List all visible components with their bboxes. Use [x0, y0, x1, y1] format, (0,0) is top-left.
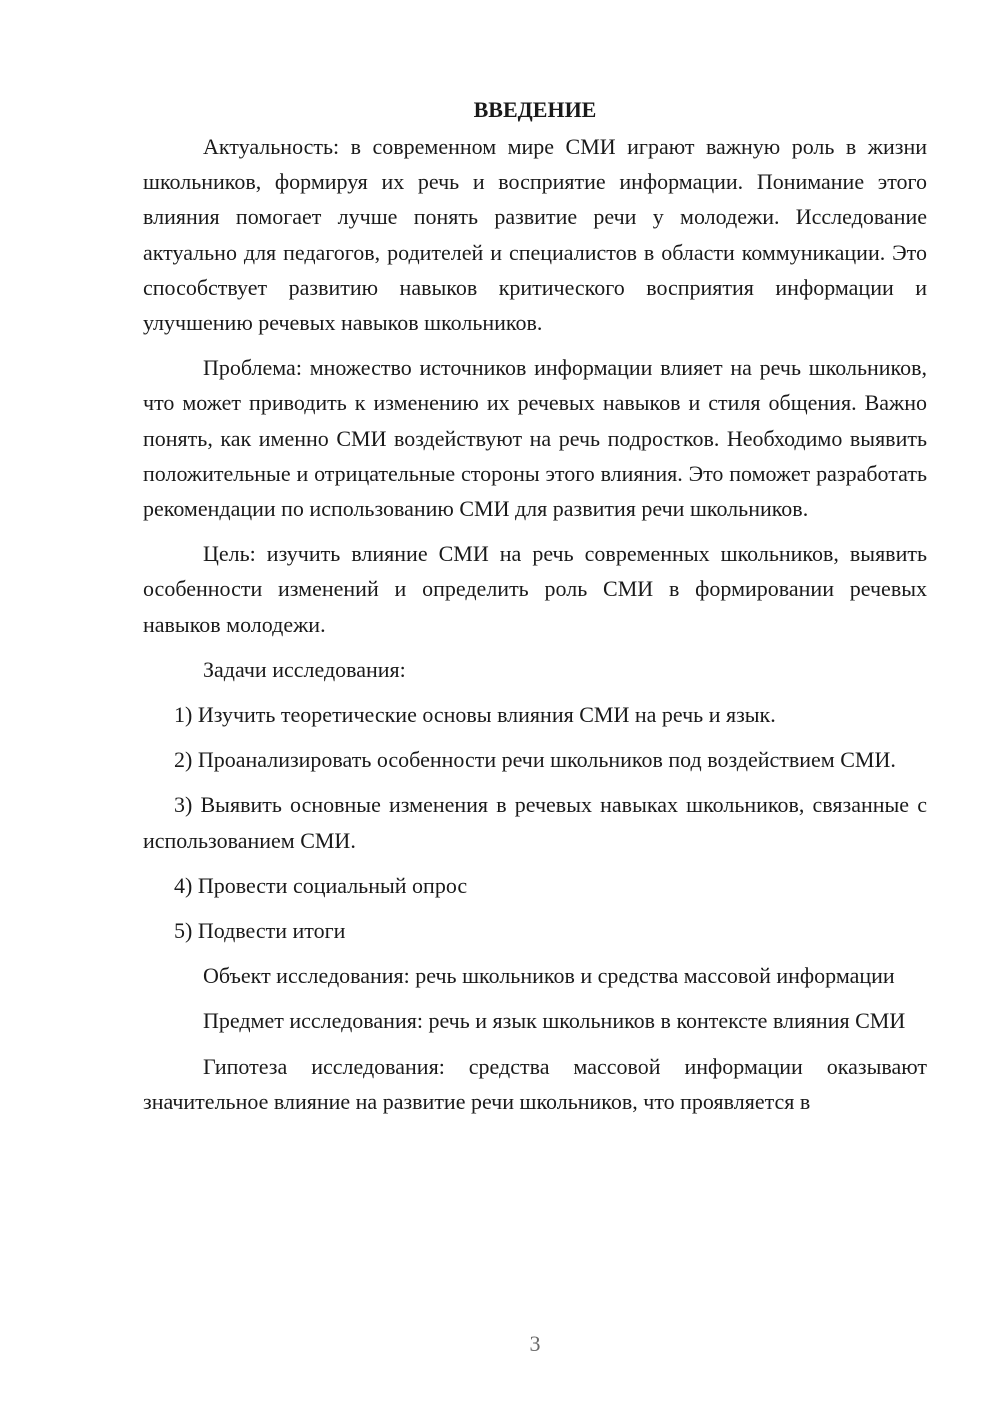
section-heading: ВВЕДЕНИЕ	[473, 97, 597, 122]
paragraph-subject: Предмет исследования: речь и язык школьников в контексте влияния СМИ	[203, 1008, 906, 1034]
task-item-2: 2) Проанализировать особенности речи школьников под воздействием СМИ.	[174, 747, 896, 773]
document-page	[143, 92, 927, 1129]
paragraph-hypothesis: Гипотеза исследования: средства массовой информации оказывают значительное влияние на развитие речи школьников, что проявляется в	[143, 1053, 927, 1114]
page-number: 3	[529, 1331, 541, 1356]
paragraph-relevance: Актуальность: в современном мире СМИ играют важную роль в жизни школьников, формируя их речь и восприятие информации. Понимание этого влияния помогает лучше понять развитие речи у молодежи. Исследование актуально для педагогов, родителей и специалистов в области коммуникации. Это способствует развитию навыков критического восприятия информации и улучшению речевых навыков школьников.	[143, 134, 927, 336]
task-item-4: 4) Провести социальный опрос	[174, 872, 468, 898]
paragraph-goal: Цель: изучить влияние СМИ на речь современных школьников, выявить особенности изменений и определить роль СМИ в формировании речевых навыков молодежи.	[143, 541, 927, 637]
task-item-5: 5) Подвести итоги	[174, 918, 346, 944]
task-item-3: 3) Выявить основные изменения в речевых навыках школьников, связанные с использованием СМИ.	[143, 792, 927, 853]
paragraph-tasks-heading: Задачи исследования:	[203, 656, 406, 682]
task-item-1: 1) Изучить теоретические основы влияния СМИ на речь и язык.	[174, 702, 776, 728]
paragraph-problem: Проблема: множество источников информации влияет на речь школьников, что может приводить к изменению их речевых навыков и стиля общения. Важно понять, как именно СМИ воздействуют на речь подростков. Необходимо выявить положительные и отрицательные стороны этого влияния. Это поможет разработать рекомендации по использованию СМИ для развития речи школьников.	[143, 355, 927, 522]
paragraph-object: Объект исследования: речь школьников и средства массовой информации	[203, 963, 895, 989]
